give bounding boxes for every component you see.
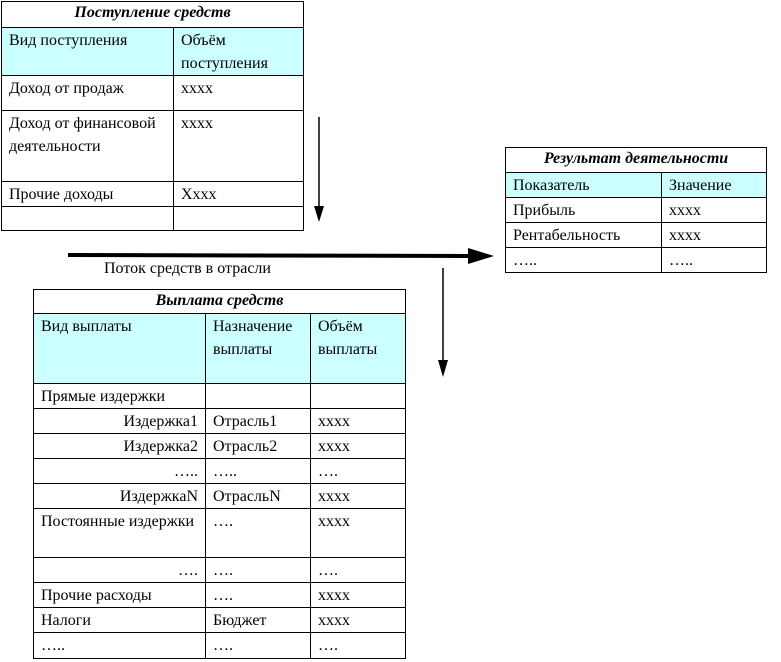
- payments-row-other-value: xxxx: [311, 583, 406, 608]
- result-header-indicator: Показатель: [506, 173, 662, 198]
- income-row-financial-label: Доход от финансовой деятельности: [2, 111, 174, 182]
- payments-row-taxes-label: Налоги: [34, 608, 206, 633]
- payments-row-ellipsis3-purpose: ….: [206, 633, 311, 659]
- arrow-main-flow: [68, 248, 494, 264]
- payments-row-direct-label: Прямые издержки: [34, 384, 206, 409]
- payments-row-cost2-value: xxxx: [311, 434, 406, 459]
- payments-header-type: Вид выплаты: [34, 314, 206, 384]
- payments-row-ellipsis2-purpose: ….: [206, 558, 311, 583]
- payments-row-taxes-purpose: Бюджет: [206, 608, 311, 633]
- payments-row-cost1-label: Издержка1: [34, 409, 206, 434]
- payments-row-ellipsis3-value: ….: [311, 633, 406, 659]
- income-header-type: Вид поступления: [2, 28, 174, 76]
- income-header-volume: Объём поступления: [174, 28, 304, 76]
- payments-header-volume: Объём выплаты: [311, 314, 406, 384]
- payments-row-fixed-value: xxxx: [311, 509, 406, 558]
- payments-row-taxes-value: xxxx: [311, 608, 406, 633]
- result-row-more-value: …..: [662, 248, 767, 273]
- flow-label: Поток средств в отрасли: [104, 260, 271, 277]
- payments-row-fixed-purpose: ….: [206, 509, 311, 558]
- payments-row-ellipsis1-purpose: …..: [206, 459, 311, 484]
- arrow-down-payments: [438, 268, 448, 377]
- payments-row-ellipsis2-label: ….: [34, 558, 206, 583]
- income-row-sales-label: Доход от продаж: [2, 76, 174, 111]
- payments-row-cost2-label: Издержка2: [34, 434, 206, 459]
- payments-row-ellipsis3-label: …..: [34, 633, 206, 659]
- income-row-sales-value: xxxx: [174, 76, 304, 111]
- payments-row-cost2-purpose: Отрасль2: [206, 434, 311, 459]
- payments-table-title: Выплата средств: [34, 290, 406, 314]
- result-row-profitability-value: xxxx: [662, 223, 767, 248]
- payments-row-ellipsis1-value: ….: [311, 459, 406, 484]
- income-row-other-value: Xxxx: [174, 182, 304, 207]
- payments-row-other-purpose: ….: [206, 583, 311, 608]
- income-row-other-label: Прочие доходы: [2, 182, 174, 207]
- payments-row-ellipsis2-value: ….: [311, 558, 406, 583]
- result-row-profit-label: Прибыль: [506, 198, 662, 223]
- result-row-profitability-label: Рентабельность: [506, 223, 662, 248]
- income-row-financial-value: xxxx: [174, 111, 304, 182]
- payments-row-ellipsis1-label: …..: [34, 459, 206, 484]
- payments-row-cost1-purpose: Отрасль1: [206, 409, 311, 434]
- result-row-profit-value: xxxx: [662, 198, 767, 223]
- result-row-more-label: …..: [506, 248, 662, 273]
- result-header-value: Значение: [662, 173, 767, 198]
- payments-row-costn-label: ИздержкаN: [34, 484, 206, 509]
- payments-row-fixed-label: Постоянные издержки: [34, 509, 206, 558]
- payments-header-purpose: Назначение выплаты: [206, 314, 311, 384]
- payments-row-other-label: Прочие расходы: [34, 583, 206, 608]
- payments-row-cost1-value: xxxx: [311, 409, 406, 434]
- income-table-title: Поступление средств: [2, 2, 304, 28]
- payments-row-costn-purpose: ОтрасльN: [206, 484, 311, 509]
- arrow-down-income: [314, 117, 324, 222]
- payments-row-costn-value: xxxx: [311, 484, 406, 509]
- result-table-title: Результат деятельности: [506, 148, 767, 173]
